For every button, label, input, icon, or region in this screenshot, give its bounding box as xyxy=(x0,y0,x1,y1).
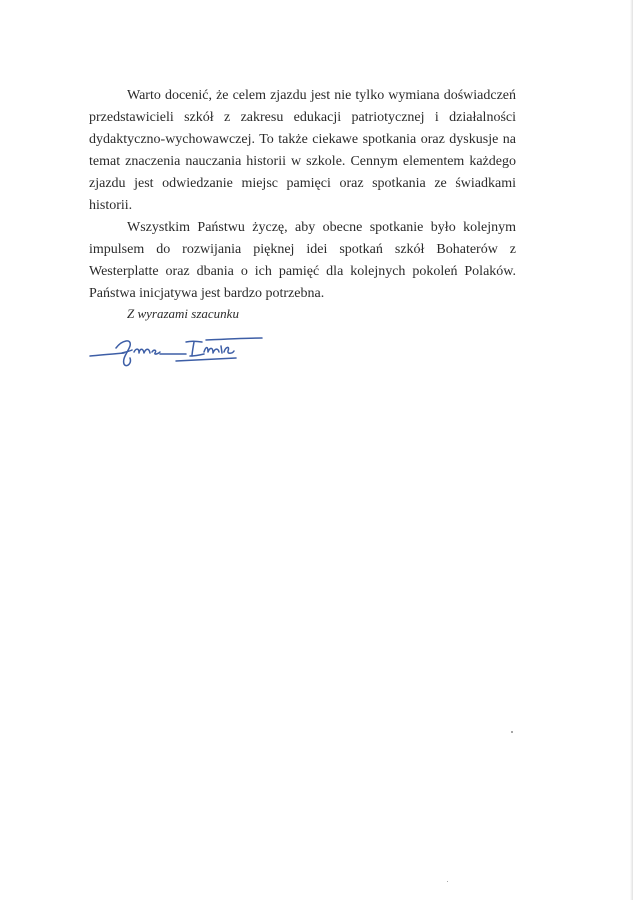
paragraph-1-text: Warto docenić, że celem zjazdu jest nie tylko wymiana doświadczeń przedstawicieli szkół z zakresu edukacji patriotycznej i działalności dydaktyczno-wychowawczej. To także ciekawe spotkania oraz dyskusje na temat znaczenia nauczania historii w szkole. Cennym elementem każdego zjazdu jest odwiedzanie miejsc pamięci oraz spotkania ze świadkami historii. xyxy=(89,88,516,213)
scan-speck xyxy=(511,731,513,733)
scan-speck xyxy=(447,881,448,882)
paragraph-1 xyxy=(89,85,516,217)
handwritten-signature xyxy=(86,334,266,370)
paragraph-2-text: Wszystkim Państwu życzę, aby obecne spotkanie było kolejnym impulsem do rozwijania pięknej idei spotkań szkół Bohaterów z Westerplatte oraz dbania o ich pamięć dla kolejnych pokoleń Polaków. Państwa inicjatywa jest bardzo potrzebna. xyxy=(89,220,516,301)
closing-salutation: Z wyrazami szacunku xyxy=(127,306,239,321)
paragraph-2 xyxy=(89,217,516,305)
